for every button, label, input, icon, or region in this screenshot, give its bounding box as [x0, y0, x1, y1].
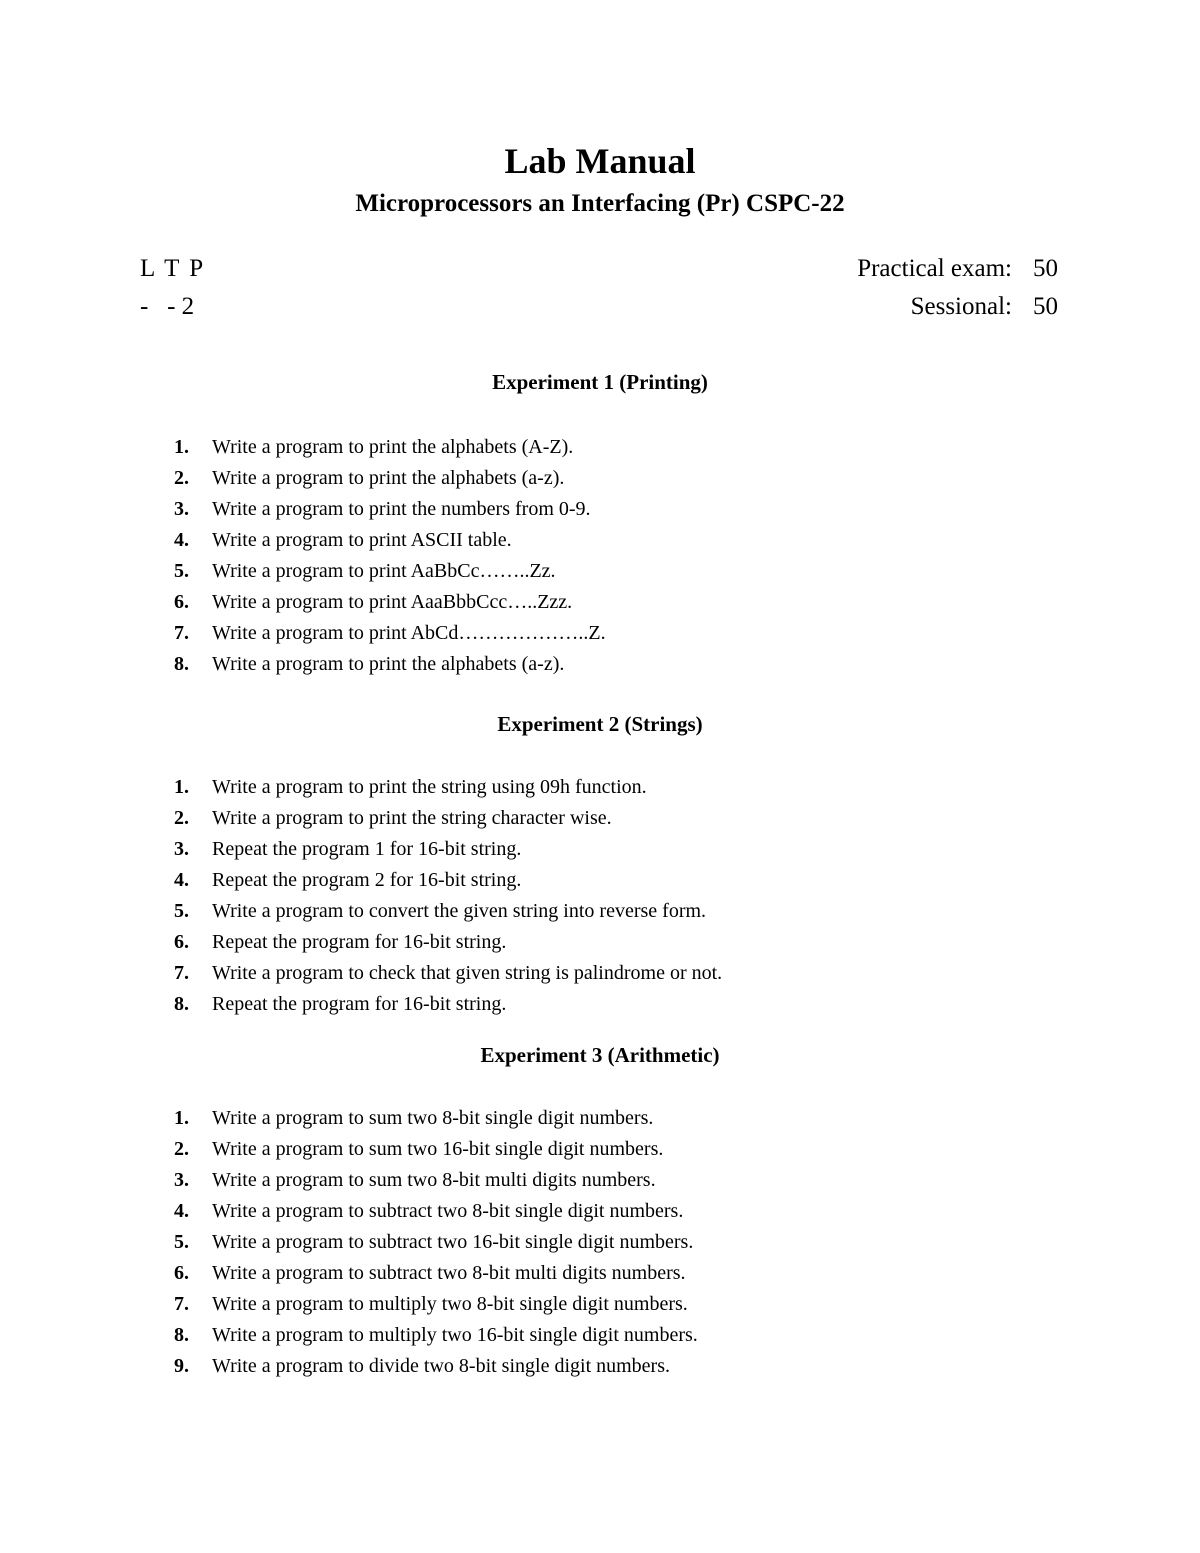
- list-item: [174, 432, 606, 463]
- experiment-heading: Experiment 1 (Printing): [492, 370, 708, 394]
- list-item-text: Write a program to divide two 8-bit single digit numbers.: [212, 1355, 670, 1377]
- list-item: [174, 1320, 698, 1351]
- list-item-number: 6.: [174, 591, 189, 613]
- list-item: [174, 1258, 698, 1289]
- ltp-label: L T P: [140, 255, 204, 282]
- list-item-number: 9.: [174, 1355, 189, 1377]
- list-item: [174, 896, 722, 927]
- list-item-text: Repeat the program for 16-bit string.: [212, 993, 507, 1015]
- list-item: [174, 989, 722, 1020]
- list-item-number: 5.: [174, 560, 189, 582]
- list-item-text: Write a program to subtract two 16-bit single digit numbers.: [212, 1231, 694, 1253]
- list-item-number: 1.: [174, 776, 189, 798]
- list-item-number: 2.: [174, 1138, 189, 1160]
- list-item-number: 4.: [174, 1200, 189, 1222]
- experiment-task-list: [174, 772, 722, 1020]
- list-item-number: 8.: [174, 653, 189, 675]
- list-item: [174, 1351, 698, 1382]
- list-item: [174, 865, 722, 896]
- list-item: [174, 587, 606, 618]
- experiment-3-section: [0, 1043, 1200, 1377]
- sessional-label: Sessional:: [910, 293, 1012, 320]
- experiment-heading: Experiment 2 (Strings): [497, 712, 703, 736]
- list-item-text: Write a program to print the string using 09h function.: [212, 776, 647, 798]
- list-item-number: 4.: [174, 869, 189, 891]
- list-item-text: Write a program to print the alphabets (A-Z).: [212, 436, 574, 458]
- ltp-values: - - 2: [140, 293, 195, 320]
- list-item-text: Write a program to sum two 16-bit single digit numbers.: [212, 1138, 664, 1160]
- list-item-text: Write a program to print the alphabets (a-z).: [212, 653, 565, 675]
- list-item-number: 5.: [174, 900, 189, 922]
- list-item: [174, 463, 606, 494]
- list-item-text: Repeat the program 1 for 16-bit string.: [212, 838, 522, 860]
- list-item-number: 3.: [174, 498, 189, 520]
- list-item-text: Write a program to convert the given string into reverse form.: [212, 900, 707, 922]
- list-item-text: Write a program to print ASCII table.: [212, 529, 512, 551]
- list-item-number: 6.: [174, 1262, 189, 1284]
- experiment-2-section: [0, 712, 1200, 1015]
- list-item: [174, 1134, 698, 1165]
- list-item: [174, 556, 606, 587]
- list-item-number: 1.: [174, 1107, 189, 1129]
- sessional-value: 50: [1033, 293, 1058, 320]
- list-item-number: 1.: [174, 436, 189, 458]
- list-item-text: Write a program to sum two 8-bit multi digits numbers.: [212, 1169, 656, 1191]
- list-item: [174, 649, 606, 680]
- list-item: [174, 525, 606, 556]
- experiment-task-list: [174, 432, 606, 680]
- list-item-text: Write a program to print the numbers from 0-9.: [212, 498, 591, 520]
- list-item-number: 8.: [174, 993, 189, 1015]
- list-item: [174, 803, 722, 834]
- list-item-text: Write a program to multiply two 16-bit single digit numbers.: [212, 1324, 698, 1346]
- list-item-text: Repeat the program for 16-bit string.: [212, 931, 507, 953]
- list-item: [174, 1103, 698, 1134]
- list-item-text: Write a program to print the alphabets (a-z).: [212, 467, 565, 489]
- experiment-heading: Experiment 3 (Arithmetic): [480, 1043, 720, 1067]
- list-item: [174, 1196, 698, 1227]
- list-item-number: 4.: [174, 529, 189, 551]
- list-item-text: Write a program to subtract two 8-bit multi digits numbers.: [212, 1262, 686, 1284]
- list-item: [174, 618, 606, 649]
- list-item-number: 7.: [174, 962, 189, 984]
- list-item-text: Write a program to print AaBbCc……..Zz.: [212, 560, 556, 582]
- list-item: [174, 834, 722, 865]
- list-item-number: 2.: [174, 467, 189, 489]
- list-item-number: 3.: [174, 1169, 189, 1191]
- list-item: [174, 1165, 698, 1196]
- list-item-number: 7.: [174, 622, 189, 644]
- list-item-number: 2.: [174, 807, 189, 829]
- list-item-text: Write a program to print AbCd………………..Z.: [212, 622, 606, 644]
- list-item-text: Write a program to check that given string is palindrome or not.: [212, 962, 723, 984]
- list-item-number: 6.: [174, 931, 189, 953]
- list-item-number: 5.: [174, 1231, 189, 1253]
- list-item: [174, 772, 722, 803]
- list-item-text: Write a program to subtract two 8-bit single digit numbers.: [212, 1200, 684, 1222]
- list-item: [174, 494, 606, 525]
- experiment-task-list: [174, 1103, 698, 1382]
- list-item-text: Write a program to print AaaBbbCcc…..Zzz.: [212, 591, 573, 613]
- list-item: [174, 1289, 698, 1320]
- list-item: [174, 958, 722, 989]
- list-item-number: 7.: [174, 1293, 189, 1315]
- list-item-text: Write a program to print the string character wise.: [212, 807, 612, 829]
- list-item-text: Repeat the program 2 for 16-bit string.: [212, 869, 522, 891]
- list-item-number: 3.: [174, 838, 189, 860]
- list-item-text: Write a program to sum two 8-bit single digit numbers.: [212, 1107, 654, 1129]
- experiment-1-section: [0, 370, 1200, 675]
- list-item: [174, 1227, 698, 1258]
- course-subtitle: Microprocessors an Interfacing (Pr) CSPC-22: [355, 190, 845, 217]
- list-item: [174, 927, 722, 958]
- list-item-text: Write a program to multiply two 8-bit single digit numbers.: [212, 1293, 688, 1315]
- page-title: Lab Manual: [504, 141, 696, 181]
- list-item-number: 8.: [174, 1324, 189, 1346]
- practical-exam-value: 50: [1033, 255, 1058, 282]
- practical-exam-label: Practical exam:: [857, 255, 1012, 282]
